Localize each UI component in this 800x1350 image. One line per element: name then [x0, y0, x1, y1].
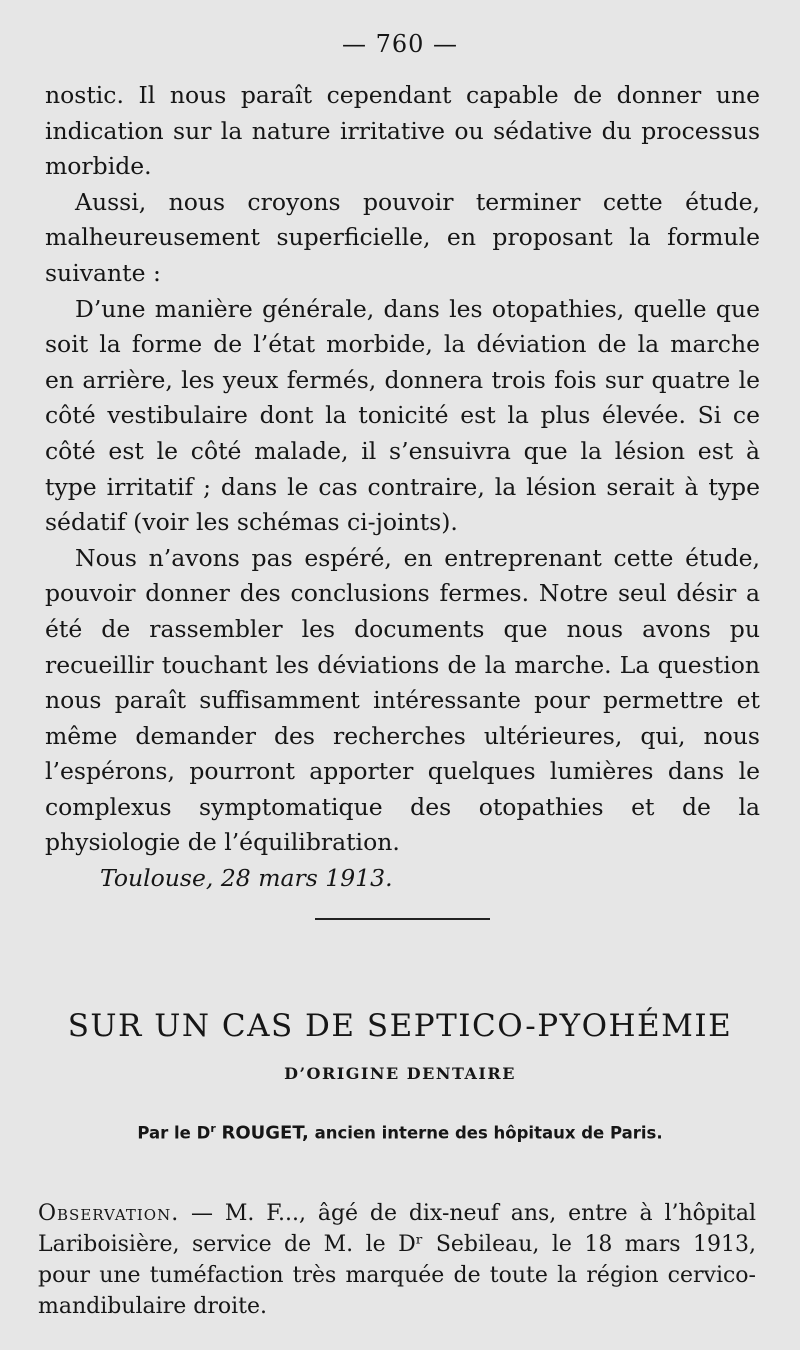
byline-title-superscript: r — [210, 1122, 216, 1135]
section-divider — [315, 918, 490, 920]
byline-author-name: ROUGET, — [221, 1122, 309, 1144]
article-byline — [0, 1122, 800, 1144]
byline-prefix: Par le D — [137, 1123, 211, 1143]
paragraph-formula: D’une manière générale, dans les otopathies, quelle que soit la forme de l’état morbide, la déviation de la marche en arrière, les yeux fermés, donnera trois fois sur quatre le côté vestibulaire dont la tonicité est la plus élevée. Si ce côté est le côté malade, il s’ensuivra que la lésion est à type irritatif ; dans le cas contraire, la lésion serait à type sédatif (voir les schémas ci-joints). — [45, 294, 760, 537]
page-number: — 760 — — [341, 30, 459, 58]
article-subtitle: D’ORIGINE DENTAIRE — [284, 1064, 516, 1083]
paragraph-continued: nostic. Il nous paraît cependant capable de donner une indication sur la nature irritative ou sédative du processus morbide. — [45, 81, 760, 181]
article-title: SUR UN CAS DE SEPTICO-PYOHÉMIE — [67, 1008, 733, 1044]
observation-paragraph — [38, 1198, 756, 1322]
byline-affiliation: ancien interne des hôpitaux de Paris. — [308, 1123, 663, 1143]
signoff-place-date: Toulouse, 28 mars 1913. — [100, 864, 393, 893]
paragraph-formula-intro: Aussi, nous croyons pouvoir terminer cette étude, malheureusement superficielle, en proposant la formule suivante : — [45, 187, 760, 287]
observation-text: — M. F..., âgé de dix-neuf ans, entre à l’hôpital Lariboisière, service de M. le Dʳ Sebileau, le 18 mars 1913, pour une tuméfaction très marquée de toute la région cervico-mandibulaire droite. — [38, 1201, 756, 1319]
observation-lead: Observation. — [38, 1201, 180, 1226]
paragraph-conclusion: Nous n’avons pas espéré, en entreprenant cette étude, pouvoir donner des conclusions fermes. Notre seul désir a été de rassembler les documents que nous avons pu recueillir touchant les déviations de la marche. La question nous paraît suffisamment intéressante pour permettre et même demander des recherches ultérieures, qui, nous l’espérons, pourront apporter quelques lumières dans le complexus symptomatique des otopathies et de la physiologie de l’équilibration. — [45, 543, 760, 857]
body-text — [45, 78, 760, 897]
